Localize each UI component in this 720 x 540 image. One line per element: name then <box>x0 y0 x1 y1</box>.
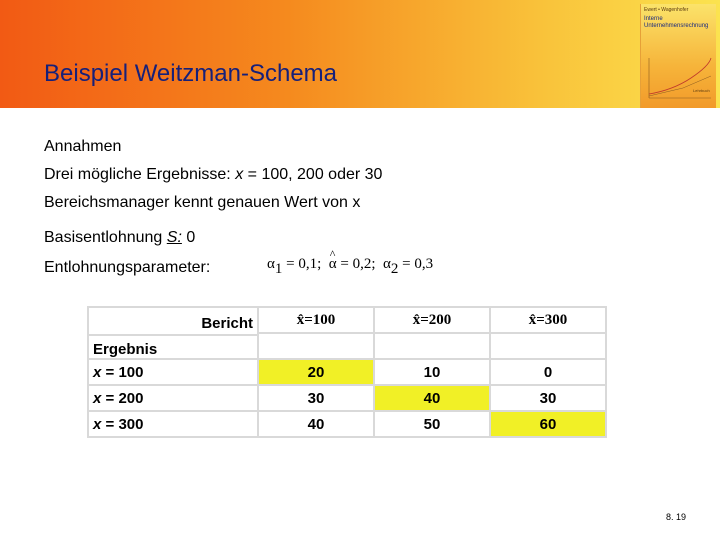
table-cell: 10 <box>374 359 490 385</box>
row-label: x = 300 <box>88 411 258 437</box>
table-cell: 40 <box>374 385 490 411</box>
parameter-formula: $\alpha_1 = 0,1$; ^ α = 0,2; $\alpha_2 = 0,3$ <box>267 256 433 278</box>
table-header-row <box>88 307 606 333</box>
slide-title: Beispiel Weitzman-Schema <box>44 60 338 87</box>
payoff-table <box>87 306 607 438</box>
ergebnis-label: Ergebnis <box>93 341 158 358</box>
column-header: x̂=100 <box>258 307 374 333</box>
page-number: 8. 19 <box>666 512 687 522</box>
line-bereichsmanager: Bereichsmanager kennt genauen Wert von x <box>44 194 361 211</box>
line-ergebnisse: Drei mögliche Ergebnisse: x = 100, 200 oder 30 <box>44 166 383 183</box>
table-cell: 60 <box>490 411 606 437</box>
book-tag: Lehrbuch <box>693 88 710 93</box>
empty-cell <box>258 333 374 359</box>
line-entlohnungsparameter: Entlohnungsparameter: <box>44 259 211 276</box>
table-row <box>88 411 606 437</box>
table-cell: 30 <box>258 385 374 411</box>
table-row <box>88 385 606 411</box>
book-title-line1: Interne <box>644 16 663 22</box>
corner-cell <box>88 307 258 359</box>
book-title-line2: Unternehmensrechnung <box>644 23 709 29</box>
table-cell: 40 <box>258 411 374 437</box>
empty-cell <box>374 333 490 359</box>
column-header: x̂=200 <box>374 307 490 333</box>
table-cell: 0 <box>490 359 606 385</box>
empty-cell <box>490 333 606 359</box>
table-cell: 30 <box>490 385 606 411</box>
table-row <box>88 359 606 385</box>
line-basisentlohnung: Basisentlohnung S: 0 <box>44 229 196 246</box>
book-cover-image <box>640 4 716 108</box>
row-label: x = 100 <box>88 359 258 385</box>
bericht-label: Bericht <box>201 315 253 332</box>
table-cell: 50 <box>374 411 490 437</box>
table-cell: 20 <box>258 359 374 385</box>
column-header: x̂=300 <box>490 307 606 333</box>
book-graph-icon <box>643 54 713 102</box>
slide-header <box>0 0 720 108</box>
book-author: Ewert • Wagenhofer <box>644 7 689 13</box>
heading-annahmen: Annahmen <box>44 138 122 155</box>
row-label: x = 200 <box>88 385 258 411</box>
